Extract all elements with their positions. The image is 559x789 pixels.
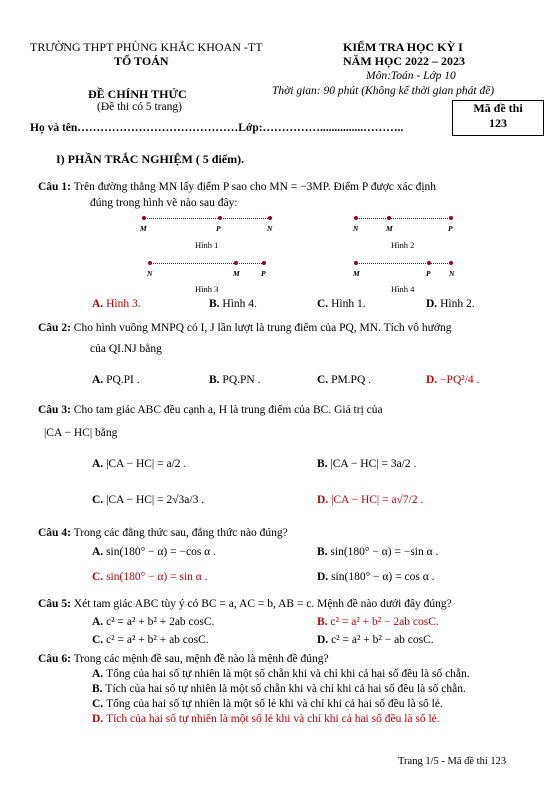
choice-letter: C.: [317, 298, 332, 310]
question-6-label: Câu 6:: [38, 653, 71, 665]
question-2-line1: [38, 322, 451, 334]
choice-letter: A.: [92, 546, 107, 558]
question-3-text: Cho tam giác ABC đều cạnh a, H là trung điểm của BC. Giá trị của: [73, 404, 383, 416]
q4-choice-b: [317, 546, 438, 558]
exam-code-label: Mã đề thi: [473, 101, 523, 115]
page-count: (Đề thi có 5 trang): [97, 101, 182, 113]
choice-letter: C.: [92, 571, 107, 583]
choice-letter: B.: [317, 616, 331, 628]
choice-text: Hình 1.: [331, 298, 366, 310]
choice-text: sin(180° − α) = sin α .: [106, 571, 208, 583]
choice-text: |CA − HC| = 2√3a/3 .: [106, 494, 205, 506]
question-4-text: Trong các đẳng thức sau, đẳng thức nào đúng?: [73, 527, 288, 539]
q5-choice-c: [92, 634, 209, 646]
choice-text: Hình 2.: [440, 298, 475, 310]
q6-choice-b: [92, 683, 466, 695]
q1-choice-a: [92, 298, 141, 310]
subject: Môn:Toán - Lớp 10: [366, 70, 456, 82]
question-5-label: Câu 5:: [38, 598, 71, 610]
department: TỔ TOÁN: [114, 54, 169, 68]
q1-choice-c: [317, 298, 366, 310]
question-3-line2: |CA − HC| bằng: [44, 427, 118, 439]
choice-letter: D.: [317, 634, 332, 646]
choice-letter: A.: [92, 374, 107, 386]
q6-choice-c: [92, 698, 443, 710]
choice-letter: D.: [92, 713, 107, 725]
q3-choice-c: [92, 494, 204, 506]
choice-text: c² = a² + b² + ab cosC.: [106, 634, 209, 646]
question-1-line2: đúng trong hình vẽ nào sau đây:: [90, 197, 238, 209]
fig3-label-m: M: [233, 269, 240, 278]
choice-text: |CA − HC| = a√7/2 .: [331, 494, 424, 506]
choice-text: −PQ²/4 .: [440, 374, 480, 386]
question-5-text: Xét tam giác ABC tùy ý có BC = a, AC = b, AB = c. Mệnh đề nào dưới đây đúng?: [73, 598, 452, 610]
fig1-label-p: P: [216, 224, 221, 233]
section-title: I) PHẦN TRẮC NGHIỆM ( 5 điểm).: [56, 152, 245, 166]
page-footer: Trang 1/5 - Mã đề thi 123: [398, 756, 507, 767]
student-name-line: Họ và tên……………………………………Lớp:……………...............………..: [30, 122, 404, 134]
q5-choice-a: [92, 616, 214, 628]
choice-text: sin(180° − α) = −sin α .: [330, 546, 439, 558]
q2-choice-a: [92, 374, 140, 386]
q4-choice-d: [317, 571, 434, 583]
q2-choice-d: [426, 374, 479, 386]
question-5-line: [38, 598, 452, 610]
choice-letter: C.: [317, 374, 332, 386]
choice-text: PQ.PN .: [222, 374, 261, 386]
q3-choice-b: [317, 458, 416, 470]
choice-letter: A.: [92, 668, 107, 680]
choice-text: |CA − HC| = a/2 .: [106, 458, 187, 470]
fig3-label-n: N: [147, 269, 153, 278]
choice-letter: C.: [92, 634, 107, 646]
fig1-label-n: N: [267, 224, 273, 233]
official-label: ĐỀ CHÍNH THỨC: [88, 87, 187, 101]
choice-text: Tổng của hai số tự nhiên là một số chẵn khi và chỉ khi cả hai số đều là số chẵn.: [106, 668, 470, 680]
school-name: TRƯỜNG THPT PHÙNG KHẮC KHOAN -TT: [30, 40, 263, 54]
question-1-label: Câu 1:: [38, 181, 71, 193]
choice-letter: B.: [317, 458, 331, 470]
question-6-line: [38, 653, 329, 665]
q2-choice-b: [209, 374, 260, 386]
choice-letter: B.: [209, 298, 223, 310]
choice-text: Tích của hai số tự nhiên là một số lẻ khi và chỉ khi cả hai số đều là số lẻ.: [106, 713, 440, 725]
q4-choice-a: [92, 546, 216, 558]
choice-text: Tổng của hai số tự nhiên là một số lẻ khi và chỉ khi cả hai số đều là số lẻ.: [106, 698, 443, 710]
fig3-caption: Hình 3: [195, 284, 219, 294]
question-6-text: Trong các mệnh đề sau, mệnh đề nào là mệnh đề đúng?: [73, 653, 329, 665]
exam-time: Thời gian: 90 phút (Không kể thời gian phát đề): [272, 85, 495, 97]
exam-title: KIỂM TRA HỌC KỲ I: [343, 40, 463, 54]
choice-letter: B.: [317, 546, 331, 558]
fig3-label-p: P: [261, 269, 266, 278]
q3-choice-a: [92, 458, 186, 470]
choice-text: Tích của hai số tự nhiên là một số chẵn khi và chỉ khi cả hai số đều là số chẵn.: [105, 683, 466, 695]
choice-text: Hình 3.: [106, 298, 141, 310]
fig2-label-p: P: [448, 224, 453, 233]
question-2-label: Câu 2:: [38, 322, 71, 334]
q4-choice-c: [92, 571, 208, 583]
choice-letter: B.: [92, 683, 106, 695]
question-3-line1: [38, 404, 383, 416]
fig4-label-n: N: [449, 269, 455, 278]
choice-letter: A.: [92, 616, 107, 628]
question-1-text: Trên đường thẳng MN lấy điểm P sao cho MN = −3MP. Điểm P được xác định: [73, 181, 437, 193]
fig2-label-n: N: [353, 224, 359, 233]
q5-choice-b: [317, 616, 439, 628]
choice-text: Hình 4.: [222, 298, 257, 310]
question-4-line: [38, 527, 288, 539]
choice-text: sin(180° − α) = cos α .: [331, 571, 435, 583]
q6-choice-a: [92, 668, 470, 680]
choice-letter: D.: [317, 494, 332, 506]
choice-letter: D.: [317, 571, 332, 583]
exam-code-box: [452, 100, 544, 136]
choice-letter: C.: [92, 698, 107, 710]
question-4-label: Câu 4:: [38, 527, 71, 539]
q6-choice-d: [92, 713, 440, 725]
choice-letter: A.: [92, 298, 107, 310]
q2-choice-c: [317, 374, 371, 386]
choice-text: c² = a² + b² − ab cosC.: [331, 634, 434, 646]
choice-letter: C.: [92, 494, 107, 506]
choice-text: sin(180° − α) = −cos α .: [106, 546, 216, 558]
fig2-label-m: M: [386, 224, 393, 233]
choice-text: PM.PQ .: [331, 374, 372, 386]
choice-text: c² = a² + b² + 2ab cosC.: [106, 616, 215, 628]
choice-text: c² = a² + b² − 2ab cosC.: [330, 616, 439, 628]
q1-choice-b: [209, 298, 257, 310]
question-2-line2: của QI.NJ bằng: [90, 343, 162, 355]
choice-letter: A.: [92, 458, 107, 470]
fig1-caption: Hình 1: [195, 240, 219, 250]
exam-code-value: 123: [489, 116, 507, 130]
school-year: NĂM HỌC 2022 – 2023: [343, 54, 465, 68]
question-2-text: Cho hình vuông MNPQ có I, J lần lượt là trung điểm của PQ, MN. Tích vô hướng: [73, 322, 452, 334]
choice-letter: D.: [426, 374, 441, 386]
choice-letter: B.: [209, 374, 223, 386]
question-3-label: Câu 3:: [38, 404, 71, 416]
fig4-label-m: M: [353, 269, 360, 278]
choice-text: |CA − HC| = 3a/2 .: [330, 458, 417, 470]
q3-choice-d: [317, 494, 423, 506]
question-1-line1: [38, 181, 436, 193]
q5-choice-d: [317, 634, 434, 646]
fig1-label-m: M: [140, 224, 147, 233]
choice-text: PQ.PI .: [106, 374, 140, 386]
fig4-label-p: P: [426, 269, 431, 278]
q1-choice-d: [426, 298, 475, 310]
fig2-caption: Hình 2: [391, 240, 415, 250]
fig4-caption: Hình 4: [391, 284, 415, 294]
choice-letter: D.: [426, 298, 441, 310]
